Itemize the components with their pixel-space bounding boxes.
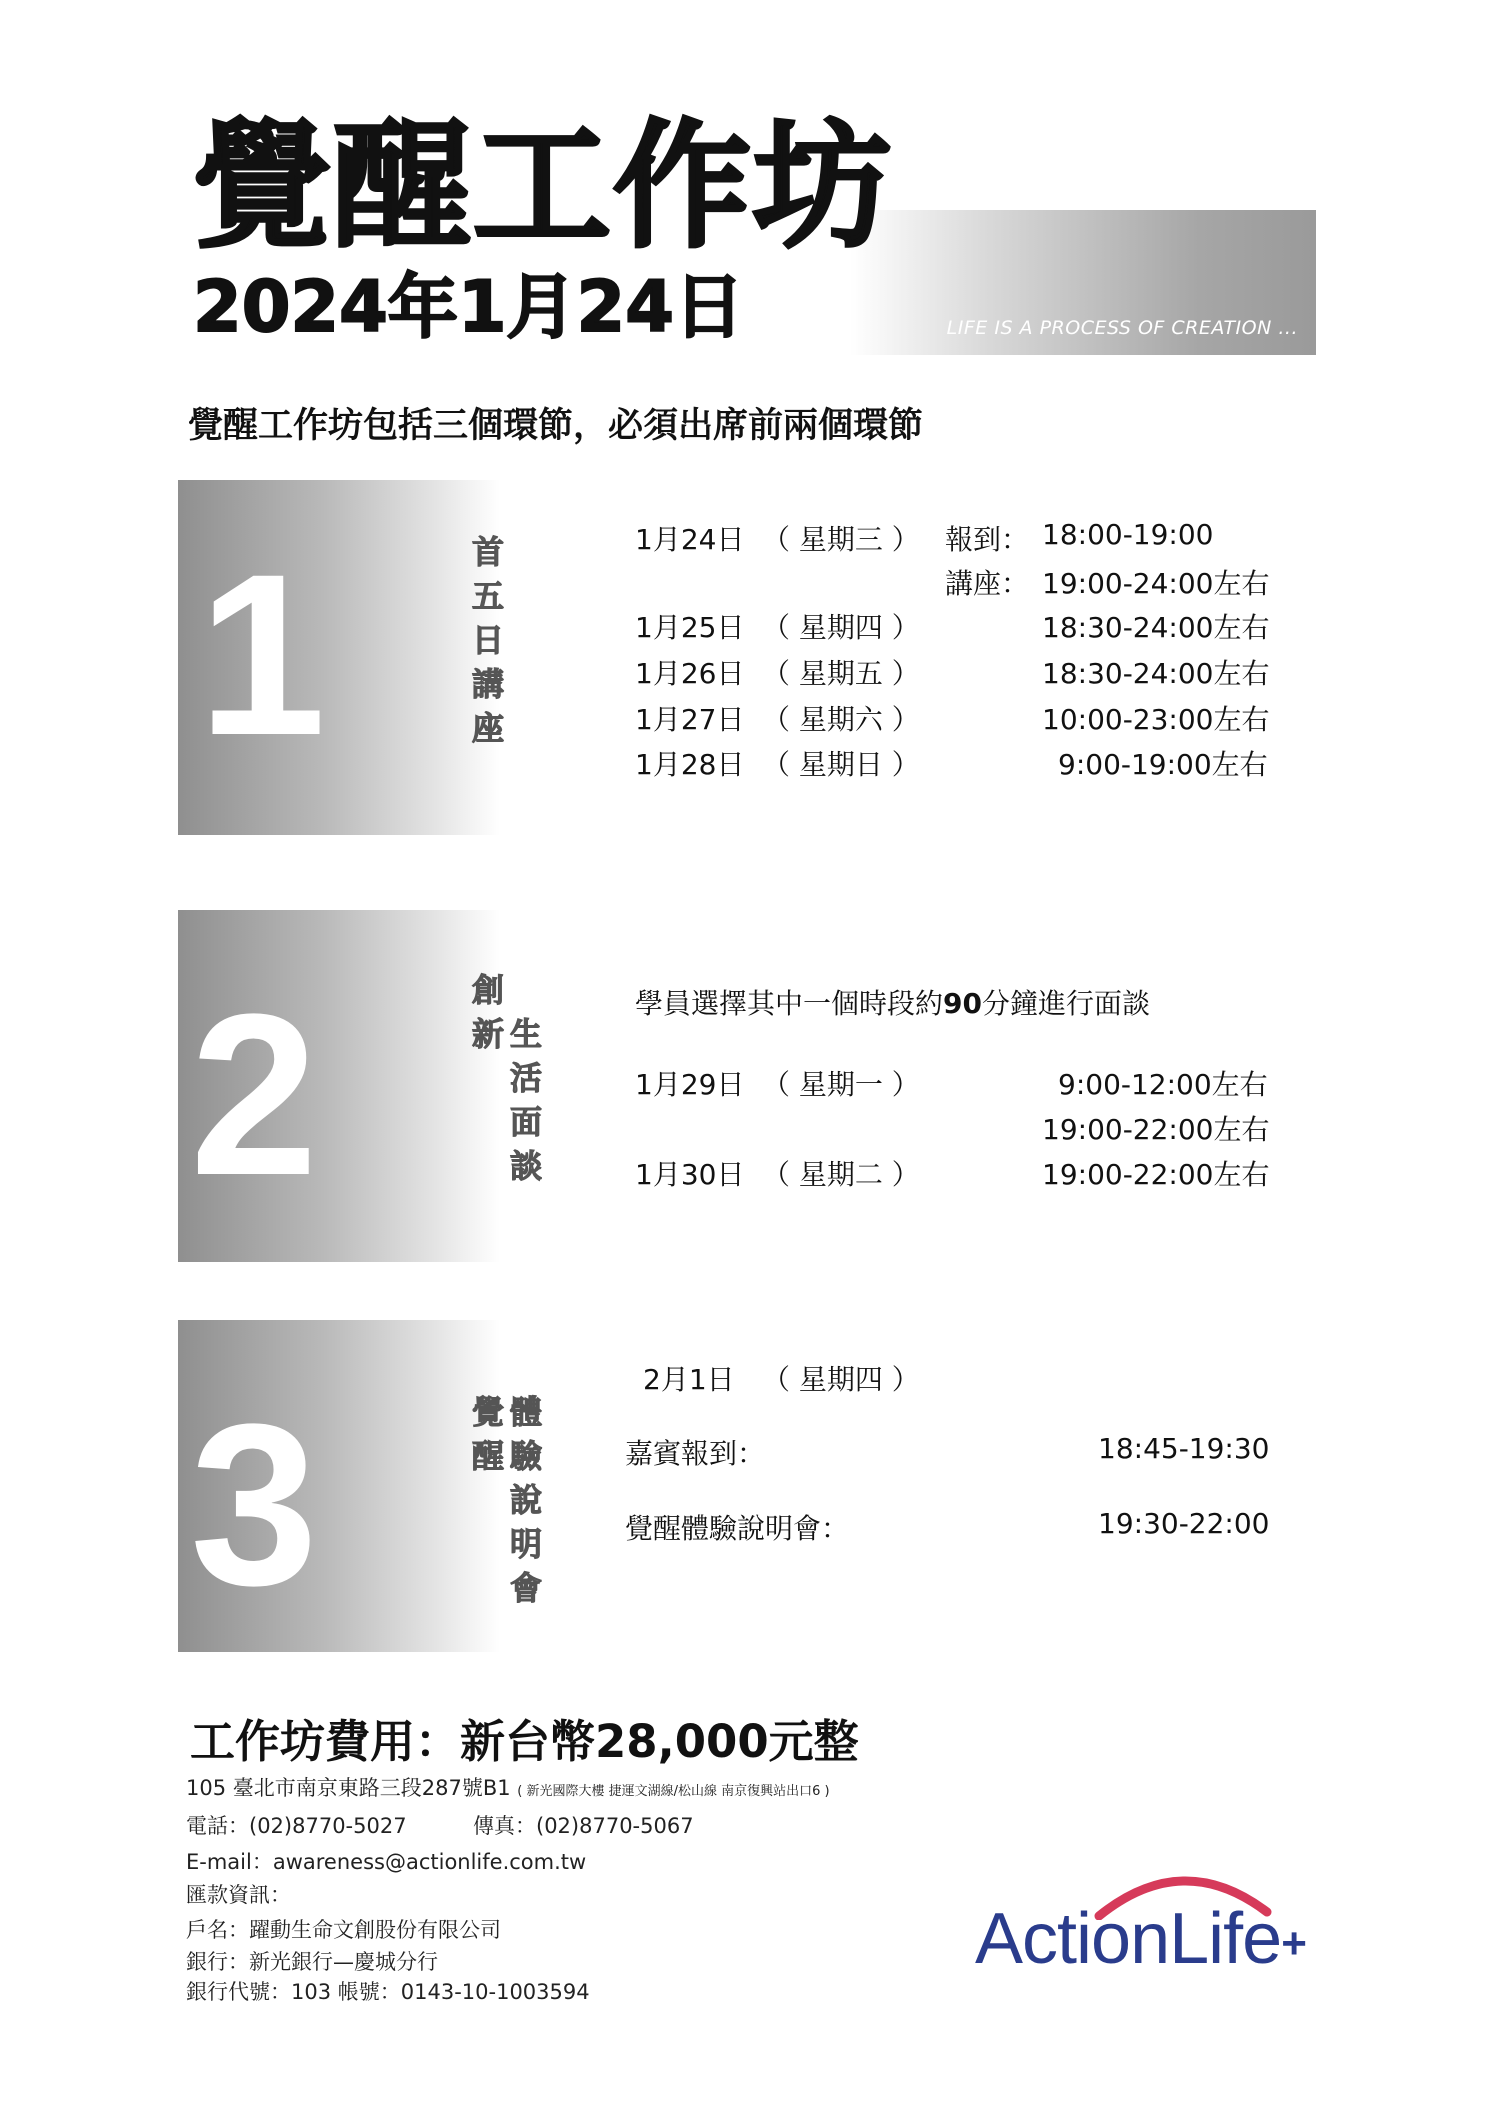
account-name: 戶名：躍動生命文創股份有限公司	[186, 1918, 501, 1942]
schedule-time: 18:00-19:00	[1042, 518, 1214, 551]
schedule-weekday: （ 星期四 ）	[762, 611, 920, 644]
schedule-time: 19:00-22:00左右	[1042, 1158, 1270, 1191]
schedule-time: 9:00-19:00左右	[1058, 748, 1268, 781]
schedule-time: 19:00-22:00左右	[1042, 1113, 1270, 1146]
schedule-time: 19:30-22:00	[1098, 1507, 1270, 1540]
bank-account: 銀行代號：103 帳號：0143-10-1003594	[186, 1980, 590, 2004]
schedule-time: 10:00-23:00左右	[1042, 703, 1270, 736]
email: E-mail：awareness@actionlife.com.tw	[186, 1850, 587, 1874]
schedule-time: 18:45-19:30	[1098, 1432, 1270, 1465]
schedule-weekday: （ 星期日 ）	[762, 748, 920, 781]
page-title: 覺醒工作坊	[193, 106, 894, 267]
section-number: 3	[190, 1376, 318, 1633]
fax: 傳真：(02)8770-5067	[473, 1814, 694, 1838]
schedule-date: 1月28日	[635, 748, 745, 781]
schedule-weekday: （ 星期二 ）	[762, 1158, 920, 1191]
schedule-weekday: （ 星期六 ）	[762, 703, 920, 736]
schedule-time: 18:30-24:00左右	[1042, 611, 1270, 644]
address-note: ( 新光國際大樓 捷運文湖線/松山線 南京復興站出口6 )	[517, 1784, 830, 1799]
schedule-label: 講座：	[945, 567, 1030, 600]
event-date: 2024年1月24日	[193, 266, 744, 348]
intro-text: 覺醒工作坊包括三個環節，必須出席前兩個環節	[188, 406, 924, 446]
schedule-time: 18:30-24:00左右	[1042, 657, 1270, 690]
section-number: 2	[190, 966, 318, 1223]
tagline: LIFE IS A PROCESS OF CREATION ...	[946, 317, 1298, 339]
schedule-label: 報到：	[945, 523, 1030, 556]
section-2-vertical-label-a: 創 新	[471, 971, 504, 1053]
interview-note: 學員選擇其中一個時段約90分鐘進行面談	[635, 987, 1150, 1020]
bank-branch: 銀行：新光銀行—慶城分行	[186, 1950, 438, 1974]
remit-title: 匯款資訊：	[186, 1883, 291, 1907]
section-2-vertical-label-b: 生 活 面 談	[509, 1015, 542, 1185]
schedule-label: 嘉賓報到：	[625, 1437, 766, 1470]
schedule-label: 覺醒體驗說明會：	[625, 1512, 850, 1545]
section-number: 1	[198, 526, 326, 783]
schedule-date: 1月26日	[635, 657, 745, 690]
schedule-date: 1月25日	[635, 611, 745, 644]
schedule-weekday: （ 星期五 ）	[762, 657, 920, 690]
schedule-date: 1月24日	[635, 523, 745, 556]
schedule-date: 1月30日	[635, 1158, 745, 1191]
section-3-vertical-label-b: 體 驗 說 明 會	[509, 1393, 542, 1607]
phone: 電話：(02)8770-5027	[186, 1814, 407, 1838]
section-3-block	[178, 1320, 542, 1652]
schedule-time: 19:00-24:00左右	[1042, 567, 1270, 600]
schedule-date: 1月27日	[635, 703, 745, 736]
schedule-date: 2月1日	[643, 1363, 735, 1396]
logo-plus: +	[1281, 1918, 1306, 1968]
schedule-weekday: （ 星期四 ）	[762, 1363, 920, 1396]
schedule-weekday: （ 星期三 ）	[762, 523, 920, 556]
section-1-vertical-label: 首 五 日 講 座	[471, 533, 504, 747]
section-3-vertical-label-a: 覺 醒	[471, 1393, 504, 1475]
address: 105 臺北市南京東路三段287號B1 ( 新光國際大樓 捷運文湖線/松山線 南京復興站出口6 )	[186, 1776, 830, 1800]
schedule-weekday: （ 星期一 ）	[762, 1068, 920, 1101]
schedule-date: 1月29日	[635, 1068, 745, 1101]
header-banner	[850, 210, 1316, 355]
section-2-block	[178, 910, 542, 1262]
schedule-time: 9:00-12:00左右	[1058, 1068, 1268, 1101]
workshop-fee: 工作坊費用：新台幣28,000元整	[190, 1715, 859, 1768]
logo-text: ActionLife+	[975, 1899, 1306, 1979]
section-1-block	[178, 480, 504, 835]
actionlife-logo	[975, 1860, 1350, 1985]
